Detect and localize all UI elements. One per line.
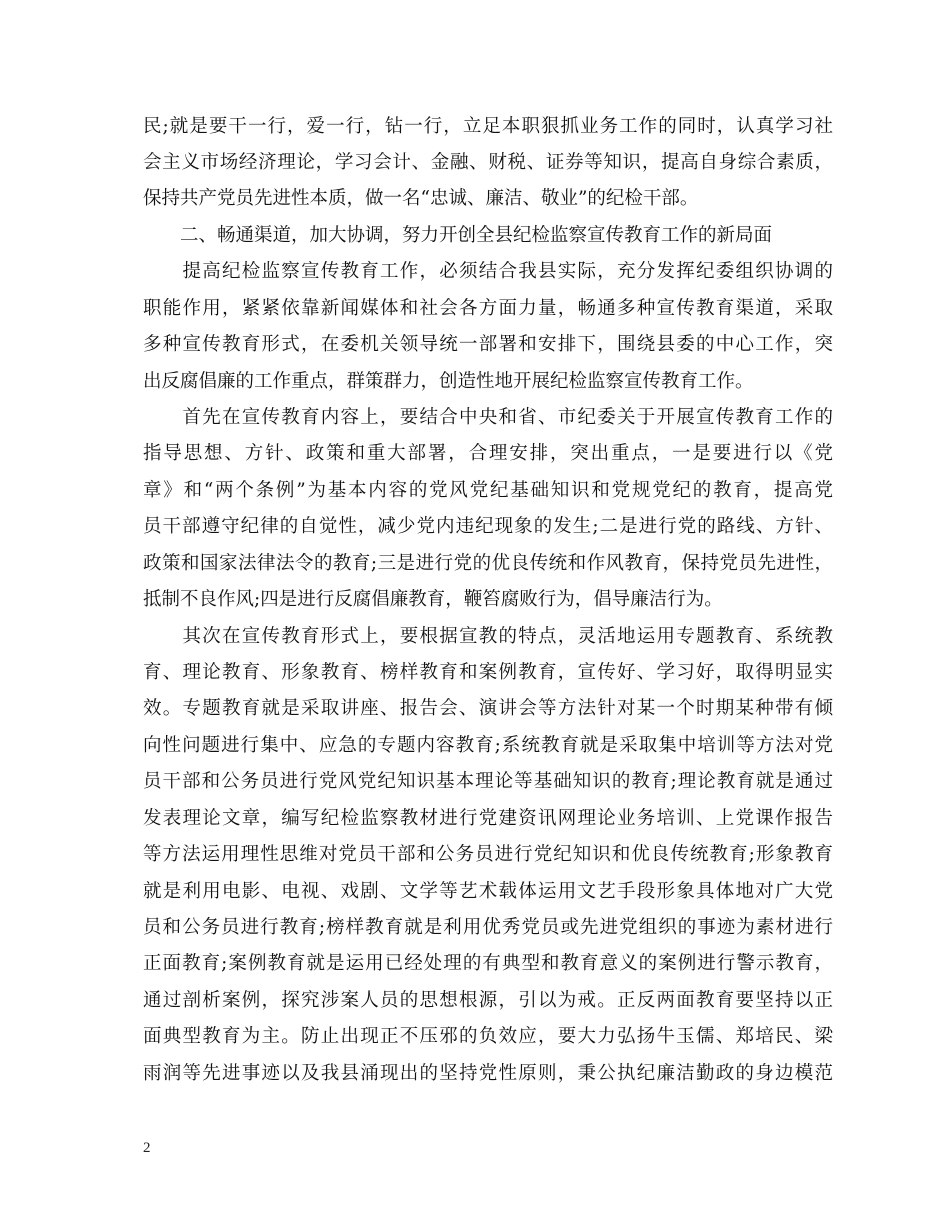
text-line: 民;就是要干一行，爱一行，钻一行，立足本职狠抓业务工作的同时，认真学习社: [143, 116, 833, 137]
text-line: 效。专题教育就是采取讲座、报告会、演讲会等方法针对某一个时期某种带有倾: [143, 698, 833, 719]
text-line: 会主义市场经济理论，学习会计、金融、财税、证券等知识，提高自身综合素质，: [143, 152, 833, 173]
text-line: 抵制不良作风;四是进行反腐倡廉教育，鞭笞腐败行为，倡导廉洁行为。: [143, 589, 723, 610]
text-line: 育、理论教育、形象教育、榜样教育和案例教育，宣传好、学习好，取得明显实: [143, 662, 833, 683]
text-line: 提高纪检监察宣传教育工作，必须结合我县实际，充分发挥纪委组织协调的: [143, 261, 833, 282]
text-line: 员和公务员进行教育;榜样教育就是利用优秀党员或先进党组织的事迹为素材进行: [143, 917, 833, 938]
text-line: 员干部遵守纪律的自觉性，减少党内违纪现象的发生;二是进行党的路线、方针、: [143, 516, 833, 537]
text-line: 雨润等先进事迹以及我县涌现出的坚持党性原则，秉公执纪廉洁勤政的身边模范: [143, 1063, 833, 1084]
text-line: 等方法运用理性思维对党员干部和公务员进行党纪知识和优良传统教育;形象教育: [143, 844, 833, 865]
text-line: 章》和“两个条例”为基本内容的党风党纪基础知识和党规党纪的教育，提高党: [143, 480, 833, 501]
text-line: 政策和国家法律法令的教育;三是进行党的优良传统和作风教育，保持党员先进性，: [143, 553, 833, 574]
text-line: 首先在宣传教育内容上，要结合中央和省、市纪委关于开展宣传教育工作的: [143, 407, 833, 428]
text-line: 指导思想、方针、政策和重大部署，合理安排，突出重点，一是要进行以《党: [143, 443, 833, 464]
section-heading: 二、畅通渠道，加大协调，努力开创全县纪检监察宣传教育工作的新局面: [143, 225, 773, 246]
text-line: 保持共产党员先进性本质，做一名“忠诚、廉洁、敬业”的纪检干部。: [143, 188, 699, 209]
text-line: 就是利用电影、电视、戏剧、文学等艺术载体运用文艺手段形象具体地对广大党: [143, 881, 833, 902]
page-number: 2: [143, 1140, 151, 1156]
text-line: 面典型教育为主。防止出现正不压邪的负效应，要大力弘扬牛玉儒、郑培民、梁: [143, 1026, 833, 1047]
text-line: 多种宣传教育形式，在委机关领导统一部署和安排下，围绕县委的中心工作，突: [143, 334, 833, 355]
text-line: 出反腐倡廉的工作重点，群策群力，创造性地开展纪检监察宣传教育工作。: [143, 371, 754, 392]
text-line: 职能作用，紧紧依靠新闻媒体和社会各方面力量，畅通多种宣传教育渠道，采取: [143, 298, 833, 319]
text-line: 通过剖析案例，探究涉案人员的思想根源，引以为戒。正反两面教育要坚持以正: [143, 990, 833, 1011]
text-line: 其次在宣传教育形式上，要根据宣教的特点，灵活地运用专题教育、系统教: [143, 626, 833, 647]
text-line: 向性问题进行集中、应急的专题内容教育;系统教育就是采取集中培训等方法对党: [143, 735, 833, 756]
text-line: 发表理论文章，编写纪检监察教材进行党建资讯网理论业务培训、上党课作报告: [143, 808, 833, 829]
text-line: 正面教育;案例教育就是运用已经处理的有典型和教育意义的案例进行警示教育，: [143, 953, 833, 974]
text-line: 员干部和公务员进行党风党纪知识基本理论等基础知识的教育;理论教育就是通过: [143, 771, 833, 792]
